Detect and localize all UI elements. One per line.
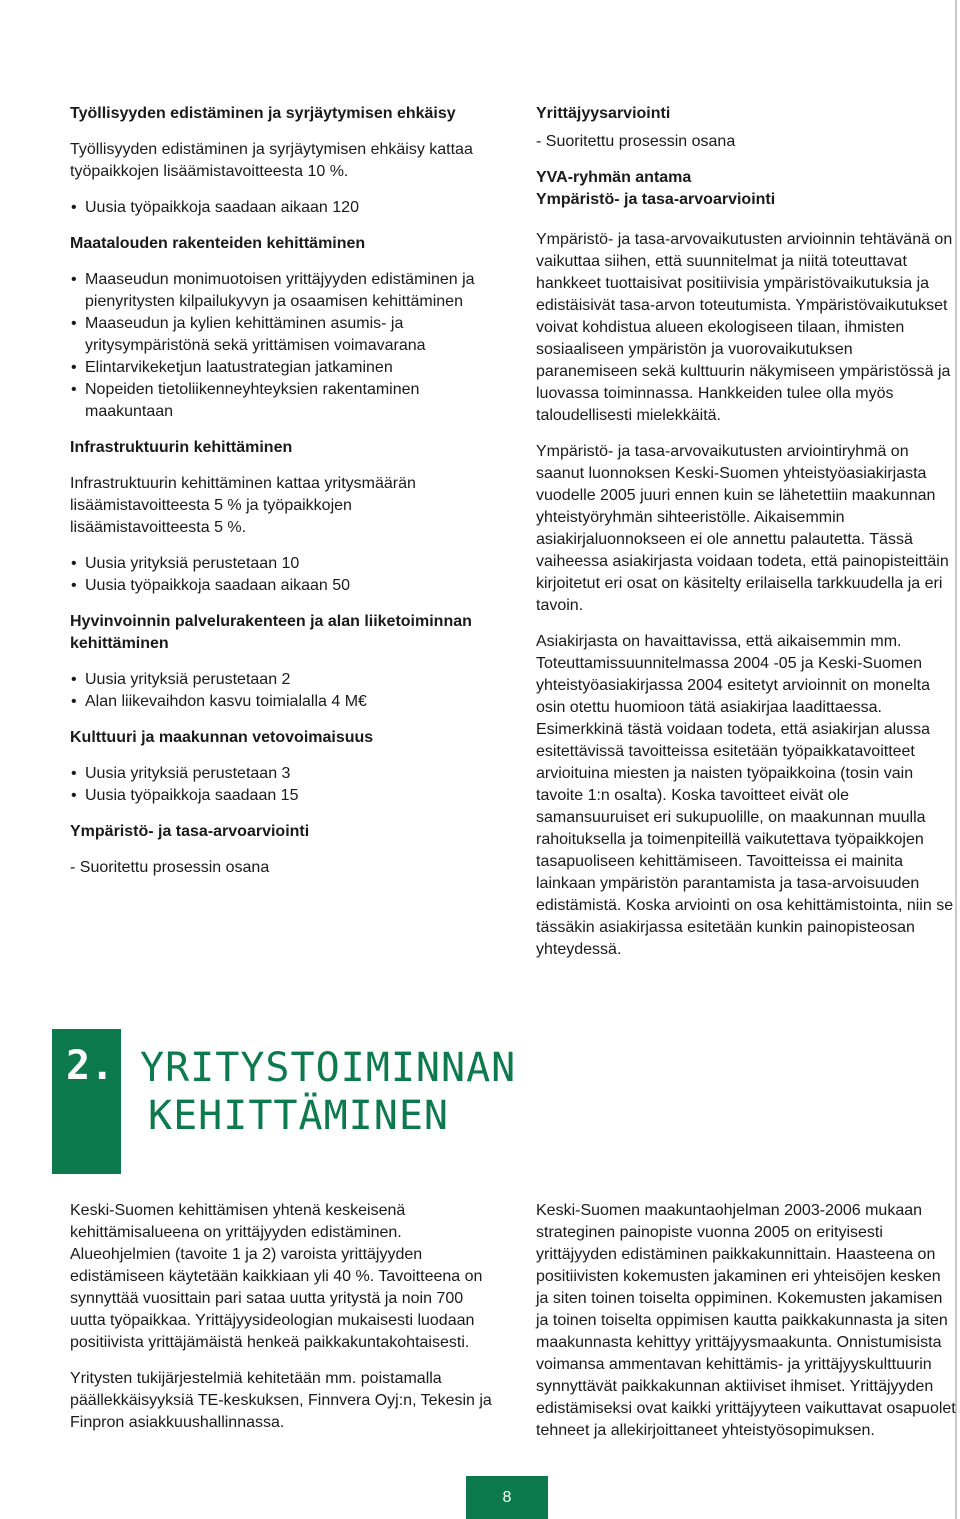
bullet-list-employment — [70, 197, 493, 219]
list-item: • Uusia työpaikkoja saadaan 15 — [70, 785, 493, 807]
list-item: • Uusia yrityksiä perustetaan 3 — [70, 763, 493, 785]
list-item: • Maaseudun monimuotoisen yrittäjyyden edistäminen ja pienyritysten kilpailukyvyn ja osaamisen kehittäminen — [70, 269, 493, 313]
section-heading-yva: YVA-ryhmän antama — [536, 169, 692, 186]
section-heading-yva-sub: Ympäristö- ja tasa-arvoarviointi — [536, 191, 776, 208]
list-item: • Alan liikevaihdon kasvu toimialalla 4 M€ — [70, 691, 493, 713]
list-item: • Nopeiden tietoliikenneyhteyksien rakentaminen maakuntaan — [70, 379, 493, 423]
bullet-list-infrastructure — [70, 553, 493, 597]
section-heading-agriculture: Maatalouden rakenteiden kehittäminen — [70, 235, 366, 252]
left-column — [70, 103, 493, 893]
chapter-title-line: KEHITTÄMINEN — [148, 1093, 449, 1139]
section-heading-entrepreneurship: Yrittäjyysarviointi — [536, 105, 671, 122]
chapter-title — [140, 1044, 516, 1140]
section-text-entrepreneurship: - Suoritettu prosessin osana — [536, 133, 736, 150]
section-text-employment: Työllisyyden edistäminen ja syrjäytymisen ehkäisy kattaa työpaikkojen lisäämistavoitteesta 10 %. — [70, 141, 473, 180]
paragraph: Keski-Suomen kehittämisen yhtenä keskeisenä kehittämisalueena on yrittäjyyden edistäminen. Alueohjelmien (tavoite 1 ja 2) varoista yrittäjyyden edistämiseen käytetään kaikkiaan yli 40 %. Tavoitteena on synnyttää vuosittain pari sataa uutta yritystä ja noin 700 uutta työpaikkaa. Yrittäjyysideologian mukaisesti luodaan positiivista yrittäjämäistä henkeä paikkakuntakohtaisesti. — [70, 1202, 483, 1351]
paragraph: Keski-Suomen maakuntaohjelman 2003-2006 mukaan strateginen painopiste vuonna 2005 on erityisesti yrittäjyyden edistäminen paikkakunnittain. Haasteena on positiivisten kokemusten jakaminen eri yhteisöjen kesken ja siten toinen toiselta oppiminen. Kokemusten jakamisen ja toinen toiselta oppimisen kautta paikkakunnasta ja siten maakunnasta kehittyy yrittäjyysmaakunta. Onnistumisista voimansa ammentavan kehittämis- ja yrittäjyyskulttuurin synnyttävät paikkakunnan aktiiviset ihmiset. Yrittäjyyden edistämiseksi ovat kaikki yrittäjyyteen vaikuttavat osapuolet tehneet ja allekirjoittaneet yhteistyösopimuksen. — [536, 1202, 956, 1439]
section-heading-environment: Ympäristö- ja tasa-arvoarviointi — [70, 823, 310, 840]
chapter-title-line: YRITYSTOIMINNAN — [140, 1045, 517, 1091]
bottom-right-column — [536, 1200, 956, 1456]
paragraph: Ympäristö- ja tasa-arvovaikutusten arviointiryhmä on saanut luonnoksen Keski-Suomen yhteistyöasiakirjasta vuodelle 2005 juuri ennen kuin se lähetettiin maakunnan yhteistyöryhmän sihteeristölle. Aikaisemmin asiakirjaluonnokseen ei ole annettu palautetta. Tässä vaiheessa asiakirjasta voidaan todeta, että painopisteittäin kirjoitetut eri osat on käsitelty erilaisella tarkkuudella ja eri tavoin. — [536, 443, 949, 614]
section-heading-culture: Kulttuuri ja maakunnan vetovoimaisuus — [70, 729, 374, 746]
list-item: • Uusia työpaikkoja saadaan aikaan 120 — [70, 197, 493, 219]
paragraph: Ympäristö- ja tasa-arvovaikutusten arvioinnin tehtävänä on vaikuttaa siihen, että suunnitelmat ja niitä toteuttavat hankkeet tuottaisivat positiivisia ympäristövaikutuksia ja edistäisivät tasa-arvon toteutumista. Ympäristövaikutukset voivat kohdistua alueen ekologiseen tilaan, ihmisten sosiaaliseen ympäristön ja vuorovaikutuksen paranemiseen sekä kulttuurin näkymiseen ympäristössä ja luovassa toiminnassa. Hankkeiden tulee olla myös taloudellisesti mielekkäitä. — [536, 231, 953, 424]
right-column — [536, 103, 956, 975]
bullet-list-culture — [70, 763, 493, 807]
chapter-number: 2. — [66, 1043, 115, 1089]
paragraph: Yritysten tukijärjestelmiä kehitetään mm. poistamalla päällekkäisyyksiä TE-keskuksen, Finnvera Oyj:n, Tekesin ja Finpron asiakkuushallinnassa. — [70, 1370, 492, 1431]
list-item: • Uusia yrityksiä perustetaan 2 — [70, 669, 493, 691]
list-item: • Maaseudun ja kylien kehittäminen asumis- ja yritysympäristönä sekä yrittämisen voimavarana — [70, 313, 493, 357]
section-heading-welfare: Hyvinvoinnin palvelurakenteen ja alan liiketoiminnan kehittäminen — [70, 613, 472, 652]
bullet-list-welfare — [70, 669, 493, 713]
page-number: 8 — [466, 1476, 548, 1519]
paragraph: Asiakirjasta on havaittavissa, että aikaisemmin mm. Toteuttamissuunnitelmassa 2004 -05 ja Keski-Suomen yhteistyöasiakirjassa 2004 esitetyt arvioinnit on monelta osin otettu huomioon tätä asiakirjaa laadittaessa. Esimerkkinä tästä voidaan todeta, että asiakirjan alussa esitettävissä tavoitteissa esitetään työpaikkatavoitteet arvioituina miesten ja naisten työpaikkoina (tosin vain tavoite 1:n osalta). Koska tavoitteet eivät ole samansuuruiset eri sukupuolille, on maakunnan muulla rahoituksella ja toimenpiteillä vaikutettava työpaikkojen tasapuoliseen kehittämiseen. Tavoitteissa ei mainita lainkaan ympäristön parantamista ja tasa-arvoisuuden edistämistä. Koska arviointi on osa kehittämistointa, niin se tässäkin asiakirjassa esitetään kunkin painopisteosan yhteydessä. — [536, 633, 954, 958]
section-text-infrastructure: Infrastruktuurin kehittäminen kattaa yritysmäärän lisäämistavoitteesta 5 % ja työpaikkojen lisäämistavoitteesta 5 %. — [70, 475, 416, 536]
bullet-list-agriculture — [70, 269, 493, 423]
list-item: • Uusia yrityksiä perustetaan 10 — [70, 553, 493, 575]
list-item: • Uusia työpaikkoja saadaan aikaan 50 — [70, 575, 493, 597]
section-text-environment: - Suoritettu prosessin osana — [70, 859, 270, 876]
list-item: • Elintarvikeketjun laatustrategian jatkaminen — [70, 357, 493, 379]
section-heading-employment: Työllisyyden edistäminen ja syrjäytymisen ehkäisy — [70, 105, 456, 122]
section-heading-infrastructure: Infrastruktuurin kehittäminen — [70, 439, 293, 456]
bottom-left-column — [70, 1200, 493, 1448]
